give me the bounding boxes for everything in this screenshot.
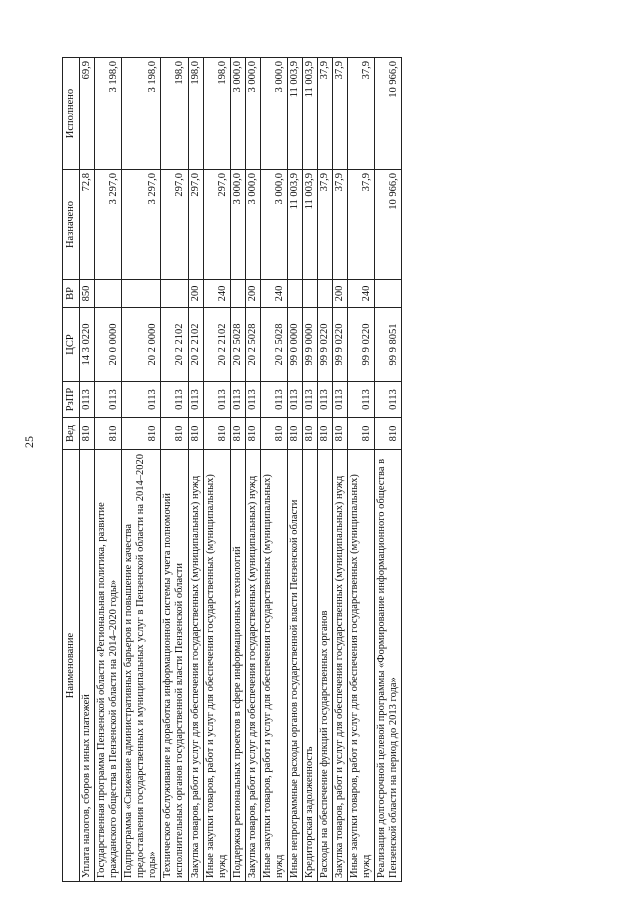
cell-executed: 3 000,0 <box>230 58 245 170</box>
cell-vr: 240 <box>260 280 287 308</box>
cell-name: Иные закупки товаров, работ и услуг для обеспечения государственных (муниципальных) нужд <box>260 450 287 882</box>
cell-name: Уплата налогов, сборов и иных платежей <box>80 450 95 882</box>
budget-table <box>62 57 402 882</box>
cell-ved: 810 <box>203 418 230 450</box>
cell-csr: 99 9 0000 <box>303 308 318 382</box>
table-row <box>80 58 95 882</box>
cell-planned: 37,9 <box>318 170 333 280</box>
cell-planned: 10 966,0 <box>375 170 402 280</box>
table-row <box>318 58 333 882</box>
cell-vr <box>122 280 161 308</box>
cell-ved: 810 <box>348 418 375 450</box>
cell-vr: 850 <box>80 280 95 308</box>
cell-name: Подпрограмма «Снижение административных барьеров и повышение качества предоставления государственных и муниципальных услуг в Пензенской области на 2014–2020 годы» <box>122 450 161 882</box>
cell-ved: 810 <box>303 418 318 450</box>
cell-ved: 810 <box>260 418 287 450</box>
cell-csr: 20 2 2102 <box>161 308 188 382</box>
cell-name: Техническое обслуживание и доработка информационной системы учета полномочий исполнительных органов государственной власти Пензенской области <box>161 450 188 882</box>
cell-vr <box>95 280 122 308</box>
table-row <box>303 58 318 882</box>
cell-planned: 3 000,0 <box>245 170 260 280</box>
cell-vr: 240 <box>203 280 230 308</box>
cell-executed: 69,9 <box>80 58 95 170</box>
cell-csr: 20 2 2102 <box>203 308 230 382</box>
cell-executed: 37,9 <box>348 58 375 170</box>
cell-planned: 37,9 <box>333 170 348 280</box>
cell-rzpr: 0113 <box>245 382 260 418</box>
cell-ved: 810 <box>122 418 161 450</box>
cell-vr <box>161 280 188 308</box>
cell-vr <box>287 280 302 308</box>
cell-vr <box>318 280 333 308</box>
table-header-row <box>63 58 80 882</box>
table-row <box>122 58 161 882</box>
cell-csr: 20 2 0000 <box>122 308 161 382</box>
table-row <box>203 58 230 882</box>
cell-rzpr: 0113 <box>80 382 95 418</box>
cell-executed: 10 966,0 <box>375 58 402 170</box>
table-row <box>161 58 188 882</box>
cell-executed: 37,9 <box>318 58 333 170</box>
cell-planned: 297,0 <box>188 170 203 280</box>
cell-ved: 810 <box>161 418 188 450</box>
cell-csr: 20 0 0000 <box>95 308 122 382</box>
cell-planned: 3 000,0 <box>260 170 287 280</box>
cell-vr <box>230 280 245 308</box>
cell-rzpr: 0113 <box>188 382 203 418</box>
cell-rzpr: 0113 <box>161 382 188 418</box>
cell-ved: 810 <box>333 418 348 450</box>
cell-vr: 240 <box>348 280 375 308</box>
cell-planned: 3 000,0 <box>230 170 245 280</box>
header-planned: Назначено <box>63 170 80 280</box>
cell-executed: 198,0 <box>203 58 230 170</box>
cell-rzpr: 0113 <box>303 382 318 418</box>
cell-rzpr: 0113 <box>230 382 245 418</box>
cell-rzpr: 0113 <box>318 382 333 418</box>
cell-planned: 37,9 <box>348 170 375 280</box>
table-row <box>287 58 302 882</box>
cell-name: Закупка товаров, работ и услуг для обеспечения государственных (муниципальных) нужд <box>333 450 348 882</box>
cell-planned: 11 003,9 <box>287 170 302 280</box>
cell-planned: 3 297,0 <box>95 170 122 280</box>
cell-ved: 810 <box>80 418 95 450</box>
header-ved: Вед <box>63 418 80 450</box>
cell-vr: 200 <box>333 280 348 308</box>
table-row <box>333 58 348 882</box>
header-rzpr: РзПР <box>63 382 80 418</box>
table-row <box>188 58 203 882</box>
cell-vr <box>375 280 402 308</box>
cell-ved: 810 <box>318 418 333 450</box>
table-row <box>230 58 245 882</box>
cell-name: Кредиторская задолженность <box>303 450 318 882</box>
cell-ved: 810 <box>95 418 122 450</box>
cell-csr: 20 2 2102 <box>188 308 203 382</box>
cell-rzpr: 0113 <box>287 382 302 418</box>
cell-rzpr: 0113 <box>348 382 375 418</box>
cell-ved: 810 <box>230 418 245 450</box>
cell-rzpr: 0113 <box>260 382 287 418</box>
cell-executed: 198,0 <box>188 58 203 170</box>
cell-executed: 37,9 <box>333 58 348 170</box>
table-row <box>245 58 260 882</box>
cell-planned: 297,0 <box>161 170 188 280</box>
cell-planned: 11 003,9 <box>303 170 318 280</box>
cell-name: Закупка товаров, работ и услуг для обеспечения государственных (муниципальных) нужд <box>245 450 260 882</box>
header-csr: ЦСР <box>63 308 80 382</box>
cell-rzpr: 0113 <box>375 382 402 418</box>
cell-executed: 11 003,9 <box>303 58 318 170</box>
cell-executed: 11 003,9 <box>287 58 302 170</box>
cell-ved: 810 <box>375 418 402 450</box>
cell-name: Реализация долгосрочной целевой программы «Формирование информационного общества в Пензенской области на период до 2013 года» <box>375 450 402 882</box>
table-row <box>375 58 402 882</box>
budget-table-container <box>62 58 587 882</box>
cell-name: Поддержка региональных проектов в сфере информационных технологий <box>230 450 245 882</box>
page-number: 25 <box>22 436 36 448</box>
cell-vr: 200 <box>245 280 260 308</box>
cell-vr: 200 <box>188 280 203 308</box>
cell-executed: 3 000,0 <box>245 58 260 170</box>
table-row <box>348 58 375 882</box>
cell-ved: 810 <box>245 418 260 450</box>
cell-rzpr: 0113 <box>122 382 161 418</box>
header-executed: Исполнено <box>63 58 80 170</box>
cell-csr: 20 2 5028 <box>260 308 287 382</box>
table-row <box>95 58 122 882</box>
cell-executed: 198,0 <box>161 58 188 170</box>
cell-name: Иные закупки товаров, работ и услуг для обеспечения государственных (муниципальных) нужд <box>203 450 230 882</box>
cell-vr <box>303 280 318 308</box>
cell-planned: 3 297,0 <box>122 170 161 280</box>
table-body <box>80 58 402 882</box>
cell-executed: 3 198,0 <box>95 58 122 170</box>
cell-name: Иные закупки товаров, работ и услуг для обеспечения государственных (муниципальных) нужд <box>348 450 375 882</box>
table-row <box>260 58 287 882</box>
cell-name: Иные непрограммные расходы органов государственной власти Пензенской области <box>287 450 302 882</box>
cell-rzpr: 0113 <box>333 382 348 418</box>
cell-csr: 14 3 0220 <box>80 308 95 382</box>
cell-planned: 297,0 <box>203 170 230 280</box>
cell-csr: 99 9 0220 <box>348 308 375 382</box>
cell-executed: 3 000,0 <box>260 58 287 170</box>
cell-executed: 3 198,0 <box>122 58 161 170</box>
cell-rzpr: 0113 <box>95 382 122 418</box>
cell-csr: 99 9 0220 <box>318 308 333 382</box>
cell-ved: 810 <box>188 418 203 450</box>
cell-name: Государственная программа Пензенской области «Региональная политика, развитие гражданского общества в Пензенской области на 2014–2020 годы» <box>95 450 122 882</box>
cell-csr: 99 9 0220 <box>333 308 348 382</box>
cell-csr: 99 0 0000 <box>287 308 302 382</box>
header-vr: ВР <box>63 280 80 308</box>
header-name: Наименование <box>63 450 80 882</box>
cell-planned: 72,8 <box>80 170 95 280</box>
cell-name: Закупка товаров, работ и услуг для обеспечения государственных (муниципальных) нужд <box>188 450 203 882</box>
cell-name: Расходы на обеспечение функций государственных органов <box>318 450 333 882</box>
cell-ved: 810 <box>287 418 302 450</box>
cell-rzpr: 0113 <box>203 382 230 418</box>
cell-csr: 20 2 5028 <box>230 308 245 382</box>
cell-csr: 99 9 8051 <box>375 308 402 382</box>
cell-csr: 20 2 5028 <box>245 308 260 382</box>
